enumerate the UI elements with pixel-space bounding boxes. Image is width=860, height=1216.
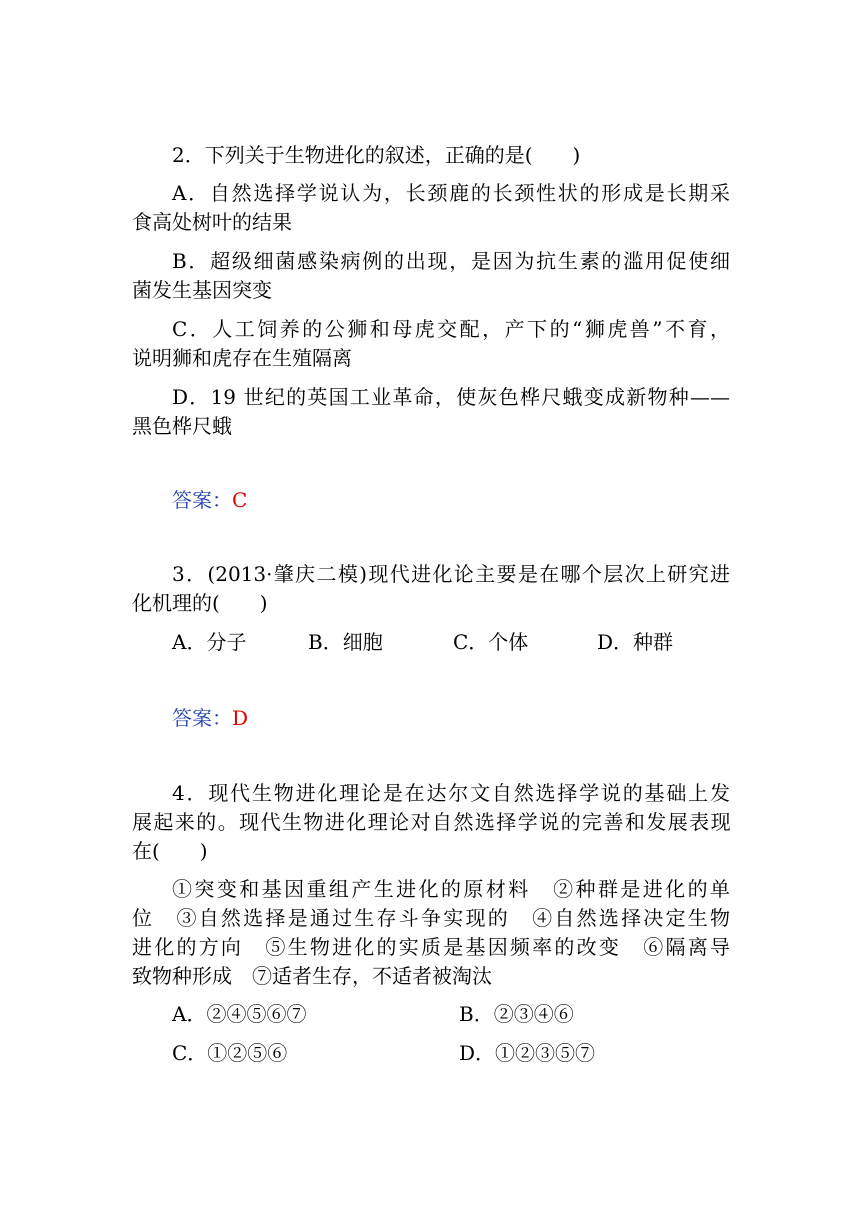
q2-option-b-line2: 菌发生基因突变 [132, 278, 272, 302]
q4-option-b: B．②③④⑥ [459, 1002, 574, 1026]
q2-answer-value: C [232, 488, 248, 512]
q2-option-a-line2: 食高处树叶的结果 [132, 210, 292, 234]
q4-statement-line1: ①突变和基因重组产生进化的原材料 ②种群是进化的单 [172, 877, 730, 901]
q3-option-d: D．种群 [597, 630, 674, 654]
q4-option-c: C．①②⑤⑥ [172, 1041, 288, 1065]
q3-stem-line2: 化机理的( ) [132, 591, 268, 615]
q4-stem-line3: 在( ) [132, 839, 208, 863]
q2-option-d-line2: 黑色桦尺蛾 [132, 414, 232, 438]
q2-option-d-line1: D．19 世纪的英国工业革命，使灰色桦尺蛾变成新物种—— [172, 385, 730, 409]
q2-answer [172, 488, 247, 512]
q3-answer-label: 答案： [172, 706, 232, 730]
q3-option-c: C．个体 [453, 630, 529, 654]
q4-statement-line2: 位 ③自然选择是通过生存斗争实现的 ④自然选择决定生物 [132, 906, 730, 930]
q4-stem-line1: 4．现代生物进化理论是在达尔文自然选择学说的基础上发 [172, 781, 730, 805]
q2-stem: 2．下列关于生物进化的叙述，正确的是( ) [172, 143, 581, 167]
q4-option-d: D．①②③⑤⑦ [459, 1041, 596, 1065]
q4-option-a: A．②④⑤⑥⑦ [172, 1002, 307, 1026]
q2-answer-label: 答案： [172, 488, 232, 512]
q2-option-b-line1: B．超级细菌感染病例的出现，是因为抗生素的滥用促使细 [172, 249, 730, 273]
q2-option-c-line2: 说明狮和虎存在生殖隔离 [132, 346, 352, 370]
q4-statement-line4: 致物种形成 ⑦适者生存，不适者被淘汰 [132, 964, 492, 988]
q3-option-b: B．细胞 [308, 630, 383, 654]
q3-stem-line1: 3．(2013·肇庆二模)现代进化论主要是在哪个层次上研究进 [172, 562, 730, 586]
q2-option-a-line1: A．自然选择学说认为，长颈鹿的长颈性状的形成是长期采 [172, 181, 730, 205]
q3-answer [172, 706, 248, 730]
q3-answer-value: D [232, 706, 249, 730]
q4-stem-line2: 展起来的。现代生物进化理论对自然选择学说的完善和发展表现 [132, 810, 730, 834]
q3-option-a: A．分子 [172, 630, 247, 654]
q4-statement-line3: 进化的方向 ⑤生物进化的实质是基因频率的改变 ⑥隔离导 [132, 935, 730, 959]
q2-option-c-line1: C．人工饲养的公狮和母虎交配，产下的“狮虎兽”不育， [172, 317, 730, 341]
